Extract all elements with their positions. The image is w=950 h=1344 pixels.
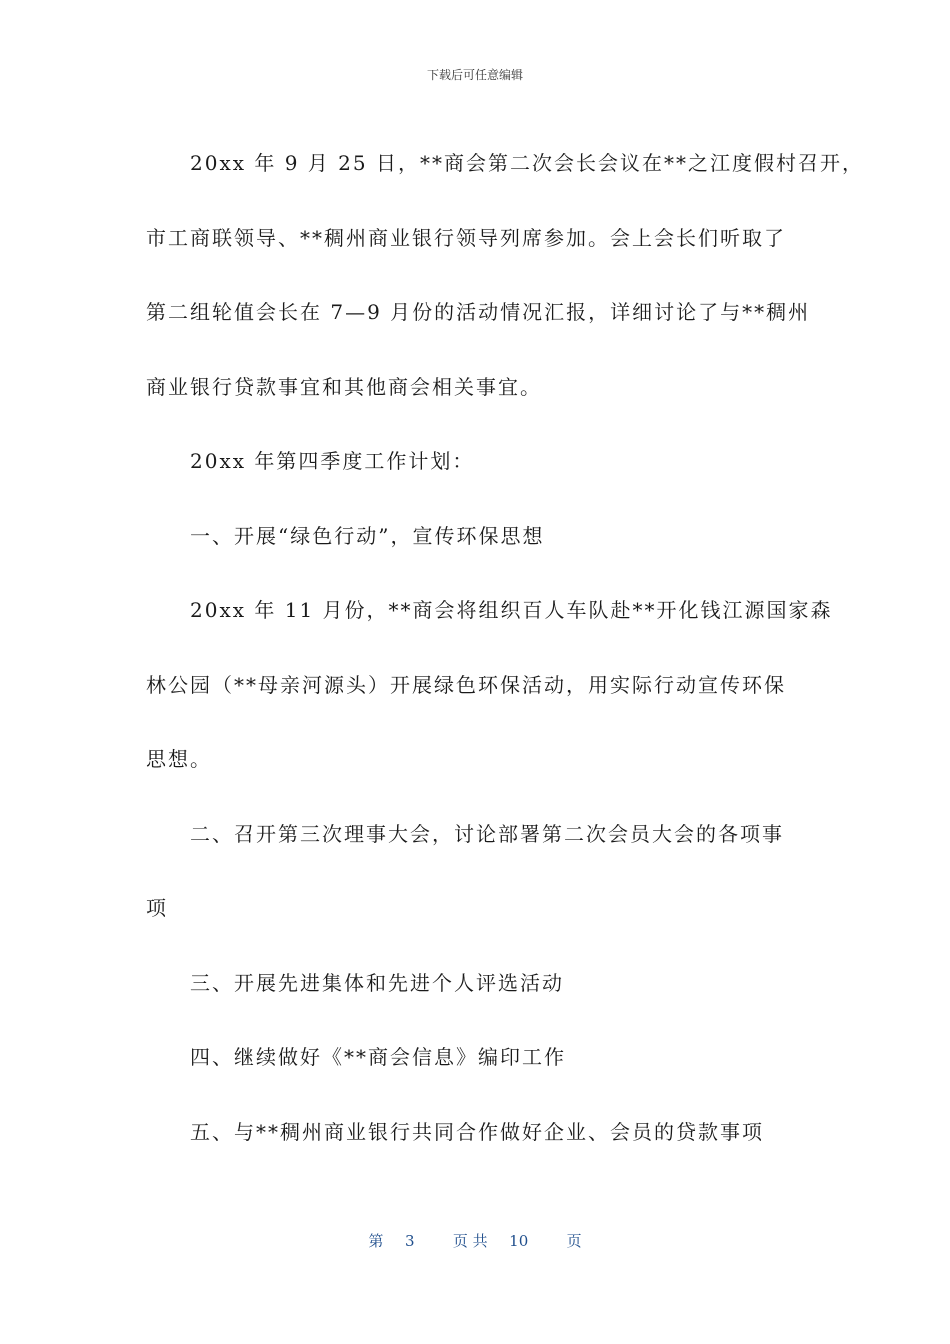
paragraph-line: 林公园（**母亲河源头）开展绿色环保活动，用实际行动宣传环保 [146, 672, 786, 697]
paragraph-line: 第二组轮值会长在 7—9 月份的活动情况汇报，详细讨论了与**稠州 [146, 300, 811, 324]
plan-item-heading: 一、开展“绿色行动”，宣传环保思想 [190, 523, 545, 548]
footer-label-total: 页 共 [452, 1232, 488, 1250]
page-header: 下载后可任意编辑 [426, 68, 523, 82]
paragraph-line: 市工商联领导、**稠州商业银行领导列席参加。会上会长们听取了 [146, 225, 786, 250]
current-page-number: 3 [404, 1232, 415, 1250]
paragraph-line: 20xx 年 9 月 25 日，**商会第二次会长会议在**之江度假村召开， [190, 151, 864, 175]
plan-item-heading: 二、召开第三次理事大会，讨论部署第二次会员大会的各项事 [190, 821, 784, 846]
paragraph-line: 20xx 年 11 月份，**商会将组织百人车队赴**开化钱江源国家森 [190, 598, 833, 622]
plan-item-heading: 五、与**稠州商业银行共同合作做好企业、会员的贷款事项 [190, 1119, 764, 1144]
footer-label-page: 第 [368, 1232, 384, 1250]
plan-item-heading: 三、开展先进集体和先进个人评选活动 [190, 970, 564, 995]
section-heading: 20xx 年第四季度工作计划： [190, 449, 475, 473]
paragraph-line: 商业银行贷款事宜和其他商会相关事宜。 [146, 374, 542, 399]
document-body [146, 126, 864, 1169]
total-page-count: 10 [509, 1232, 529, 1250]
footer-label-end: 页 [566, 1232, 582, 1250]
paragraph-line: 项 [146, 896, 168, 920]
plan-item-heading: 四、继续做好《**商会信息》编印工作 [190, 1045, 566, 1069]
page-footer [0, 1230, 950, 1251]
paragraph-line: 思想。 [146, 747, 212, 771]
